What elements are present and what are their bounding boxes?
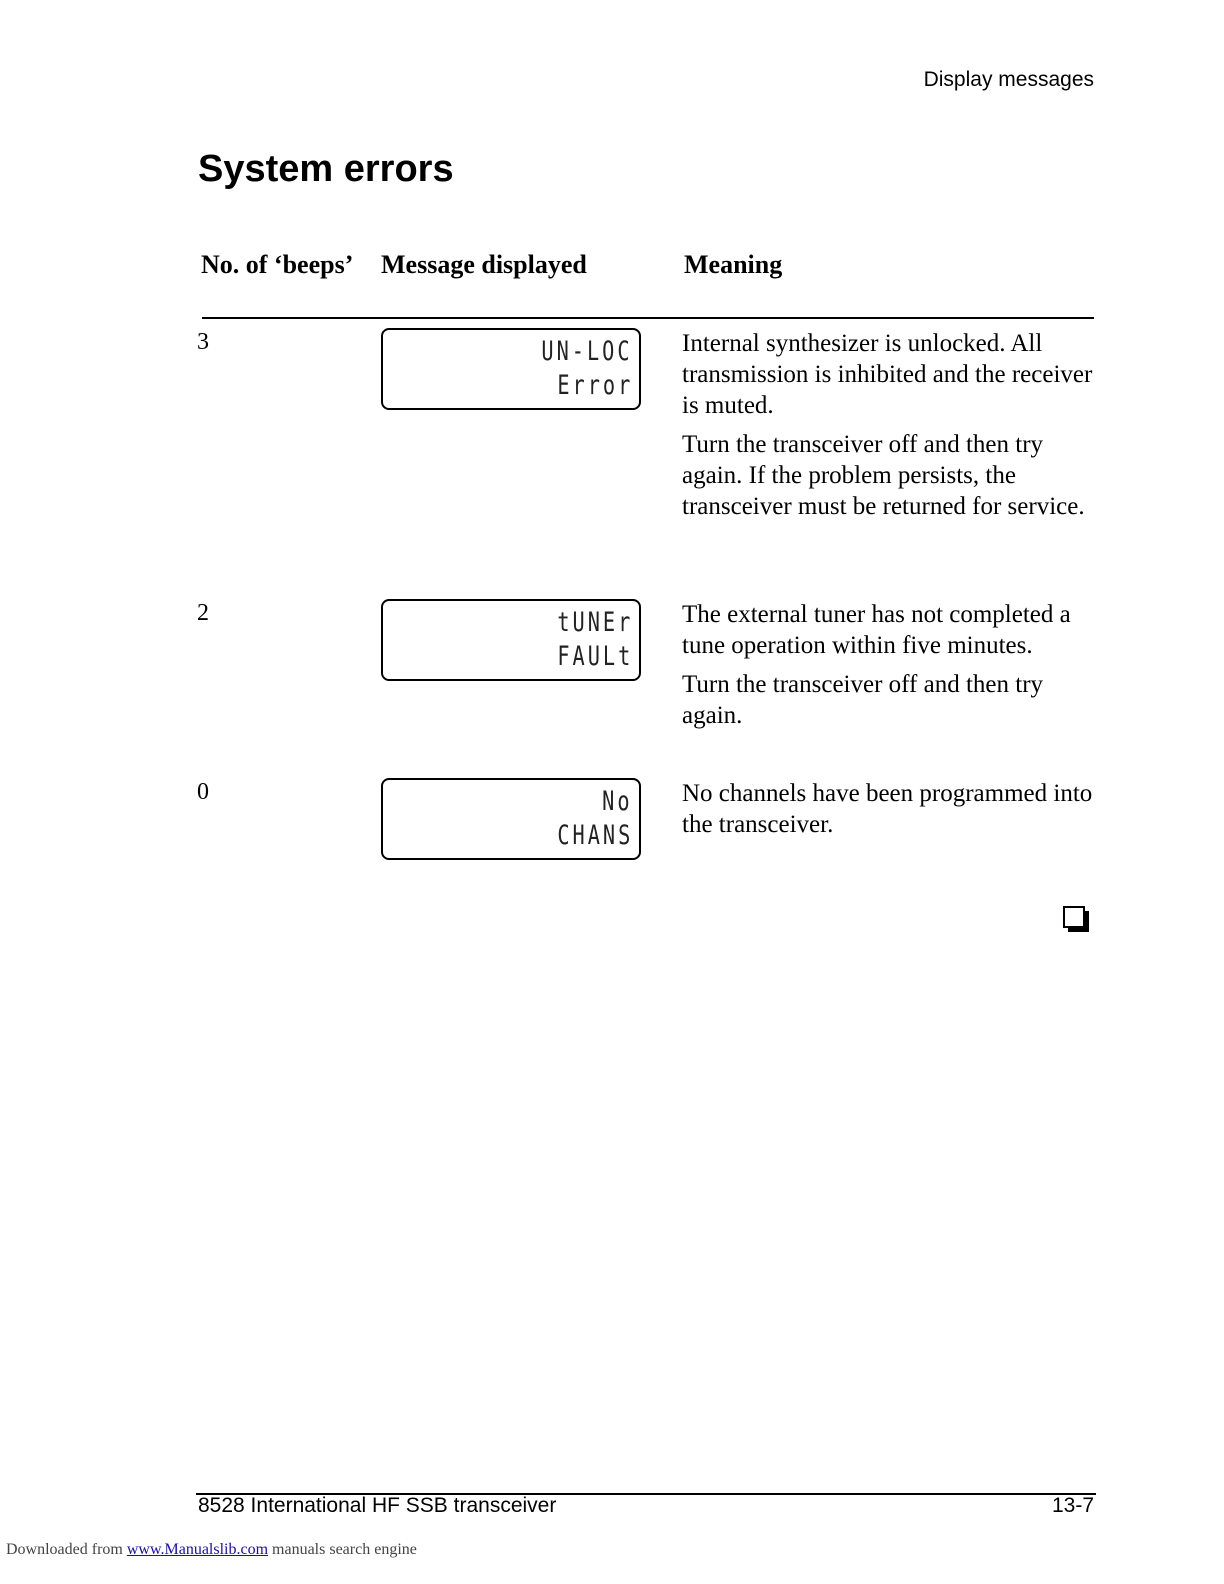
lcd-line-1: tUNEr — [557, 607, 633, 638]
meaning-paragraph: Turn the transceiver off and then try again. If the problem persists, the transceiver must be returned for service. — [682, 431, 1085, 520]
footer-product-name: 8528 International HF SSB transceiver — [198, 1494, 557, 1517]
beeps-count: 2 — [197, 600, 209, 626]
meaning-text — [682, 328, 1102, 530]
page-title: System errors — [198, 148, 454, 190]
header-divider — [202, 317, 1094, 319]
meaning-text — [682, 778, 1102, 848]
meaning-paragraph: Turn the transceiver off and then try again. — [682, 671, 1044, 729]
beeps-count: 0 — [197, 779, 209, 805]
meaning-paragraph: Internal synthesizer is unlocked. All transmission is inhibited and the receiver is muted. — [682, 330, 1093, 419]
lcd-display — [381, 778, 641, 860]
column-header-beeps: No. of ‘beeps’ — [201, 250, 354, 279]
lcd-line-2: Error — [557, 370, 633, 401]
meaning-text — [682, 599, 1102, 739]
lcd-line-2: CHANS — [557, 820, 633, 851]
lcd-line-1: No — [602, 786, 633, 817]
beeps-count: 3 — [197, 329, 209, 355]
meaning-paragraph: The external tuner has not completed a tune operation within five minutes. — [682, 601, 1071, 659]
download-note-suffix: manuals search engine — [272, 1541, 417, 1558]
section-header: Display messages — [923, 68, 1094, 91]
lcd-display — [381, 599, 641, 681]
download-note-prefix: Downloaded from — [6, 1541, 123, 1558]
lcd-display — [381, 328, 641, 410]
end-of-section-icon — [1063, 906, 1089, 932]
column-header-message: Message displayed — [381, 250, 587, 279]
column-header-meaning: Meaning — [684, 250, 783, 279]
lcd-line-1: UN-LOC — [541, 336, 633, 367]
download-note — [6, 1541, 417, 1559]
lcd-line-2: FAULt — [557, 641, 633, 672]
manualslib-link[interactable]: www.Manualslib.com — [126, 1541, 269, 1558]
meaning-paragraph: No channels have been programmed into the transceiver. — [682, 780, 1093, 838]
footer-page-number: 13-7 — [1051, 1494, 1094, 1517]
